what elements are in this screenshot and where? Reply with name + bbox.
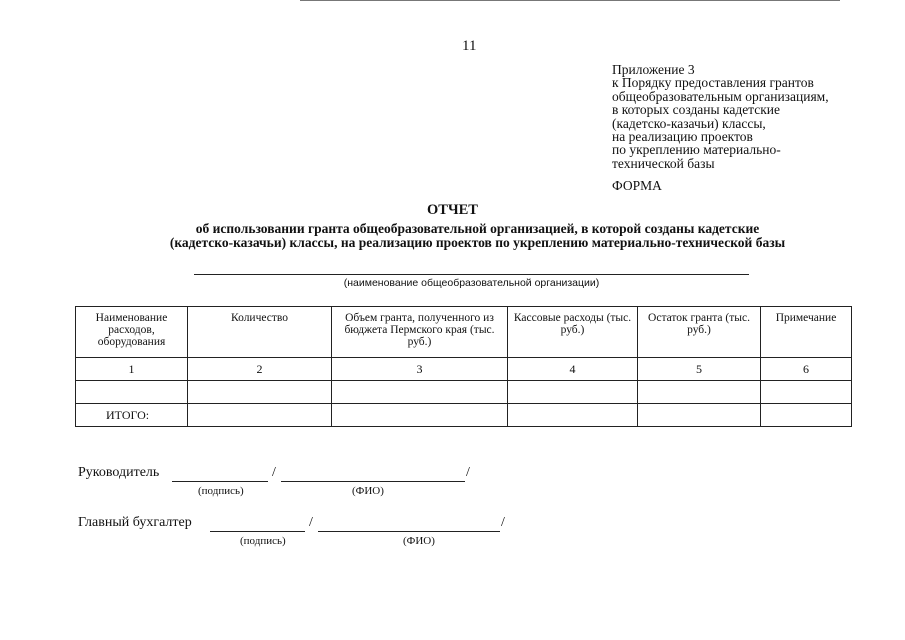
report-title: ОТЧЕТ bbox=[427, 202, 478, 218]
appendix-line: в которых созданы кадетские bbox=[612, 102, 781, 118]
table-cell[interactable] bbox=[332, 381, 508, 404]
page-number: 11 bbox=[462, 38, 477, 54]
total-label: ИТОГО: bbox=[76, 404, 188, 427]
total-row bbox=[76, 404, 852, 427]
signature-caption: (подпись) bbox=[198, 485, 244, 497]
name-caption: (ФИО) bbox=[352, 485, 384, 497]
column-header: Кассовые расходы (тыс. руб.) bbox=[508, 307, 638, 358]
table-cell[interactable] bbox=[508, 404, 638, 427]
accountant-label: Главный бухгалтер bbox=[78, 515, 192, 530]
column-number: 1 bbox=[76, 358, 188, 381]
slash: / bbox=[501, 515, 505, 530]
column-number: 6 bbox=[761, 358, 852, 381]
accountant-name-field[interactable] bbox=[318, 531, 500, 532]
table-cell[interactable] bbox=[638, 404, 761, 427]
organization-name-caption: (наименование общеобразовательной организации) bbox=[343, 277, 600, 289]
report-subtitle bbox=[100, 222, 855, 250]
accountant-signature-field[interactable] bbox=[210, 531, 305, 532]
appendix-block bbox=[612, 63, 829, 170]
table-row bbox=[76, 381, 852, 404]
column-header: Наименование расходов, оборудования bbox=[76, 307, 188, 358]
signature-caption: (подпись) bbox=[240, 535, 286, 547]
column-number-row bbox=[76, 358, 852, 381]
column-header: Объем гранта, полученного из бюджета Пермского края (тыс. руб.) bbox=[332, 307, 508, 358]
head-name-field[interactable] bbox=[281, 481, 465, 482]
head-signature-field[interactable] bbox=[172, 481, 268, 482]
table-cell[interactable] bbox=[761, 404, 852, 427]
column-header: Примечание bbox=[761, 307, 852, 358]
table-cell[interactable] bbox=[332, 404, 508, 427]
table-cell[interactable] bbox=[188, 404, 332, 427]
name-caption: (ФИО) bbox=[403, 535, 435, 547]
table-cell[interactable] bbox=[188, 381, 332, 404]
subtitle-line: об использовании гранта общеобразовательной организацией, в которой созданы кадетские bbox=[195, 221, 760, 236]
table-cell[interactable] bbox=[76, 381, 188, 404]
appendix-line: технической базы bbox=[612, 155, 715, 171]
report-table bbox=[75, 306, 852, 427]
column-number: 2 bbox=[188, 358, 332, 381]
appendix-line: на реализацию проектов bbox=[612, 129, 753, 145]
slash: / bbox=[466, 465, 470, 480]
table-cell[interactable] bbox=[508, 381, 638, 404]
table-cell[interactable] bbox=[761, 381, 852, 404]
column-header: Количество bbox=[188, 307, 332, 358]
appendix-line: к Порядку предоставления грантов bbox=[612, 75, 814, 91]
slash: / bbox=[309, 515, 313, 530]
head-label: Руководитель bbox=[78, 465, 160, 480]
appendix-line: общеобразовательным организациям, bbox=[612, 88, 829, 104]
appendix-line: по укреплению материально- bbox=[612, 142, 781, 158]
column-header: Остаток гранта (тыс. руб.) bbox=[638, 307, 761, 358]
organization-name-field[interactable] bbox=[194, 274, 749, 275]
appendix-line: Приложение 3 bbox=[612, 62, 695, 77]
appendix-line: (кадетско-казачьи) классы, bbox=[612, 115, 766, 131]
slash: / bbox=[272, 465, 276, 480]
column-number: 3 bbox=[332, 358, 508, 381]
table-header-row bbox=[76, 307, 852, 358]
top-rule bbox=[300, 0, 840, 1]
form-label: ФОРМА bbox=[612, 178, 662, 193]
subtitle-line: (кадетско-казачьи) классы, на реализацию проектов по укреплению материально-технической базы bbox=[169, 235, 786, 250]
column-number: 4 bbox=[508, 358, 638, 381]
table-cell[interactable] bbox=[638, 381, 761, 404]
column-number: 5 bbox=[638, 358, 761, 381]
